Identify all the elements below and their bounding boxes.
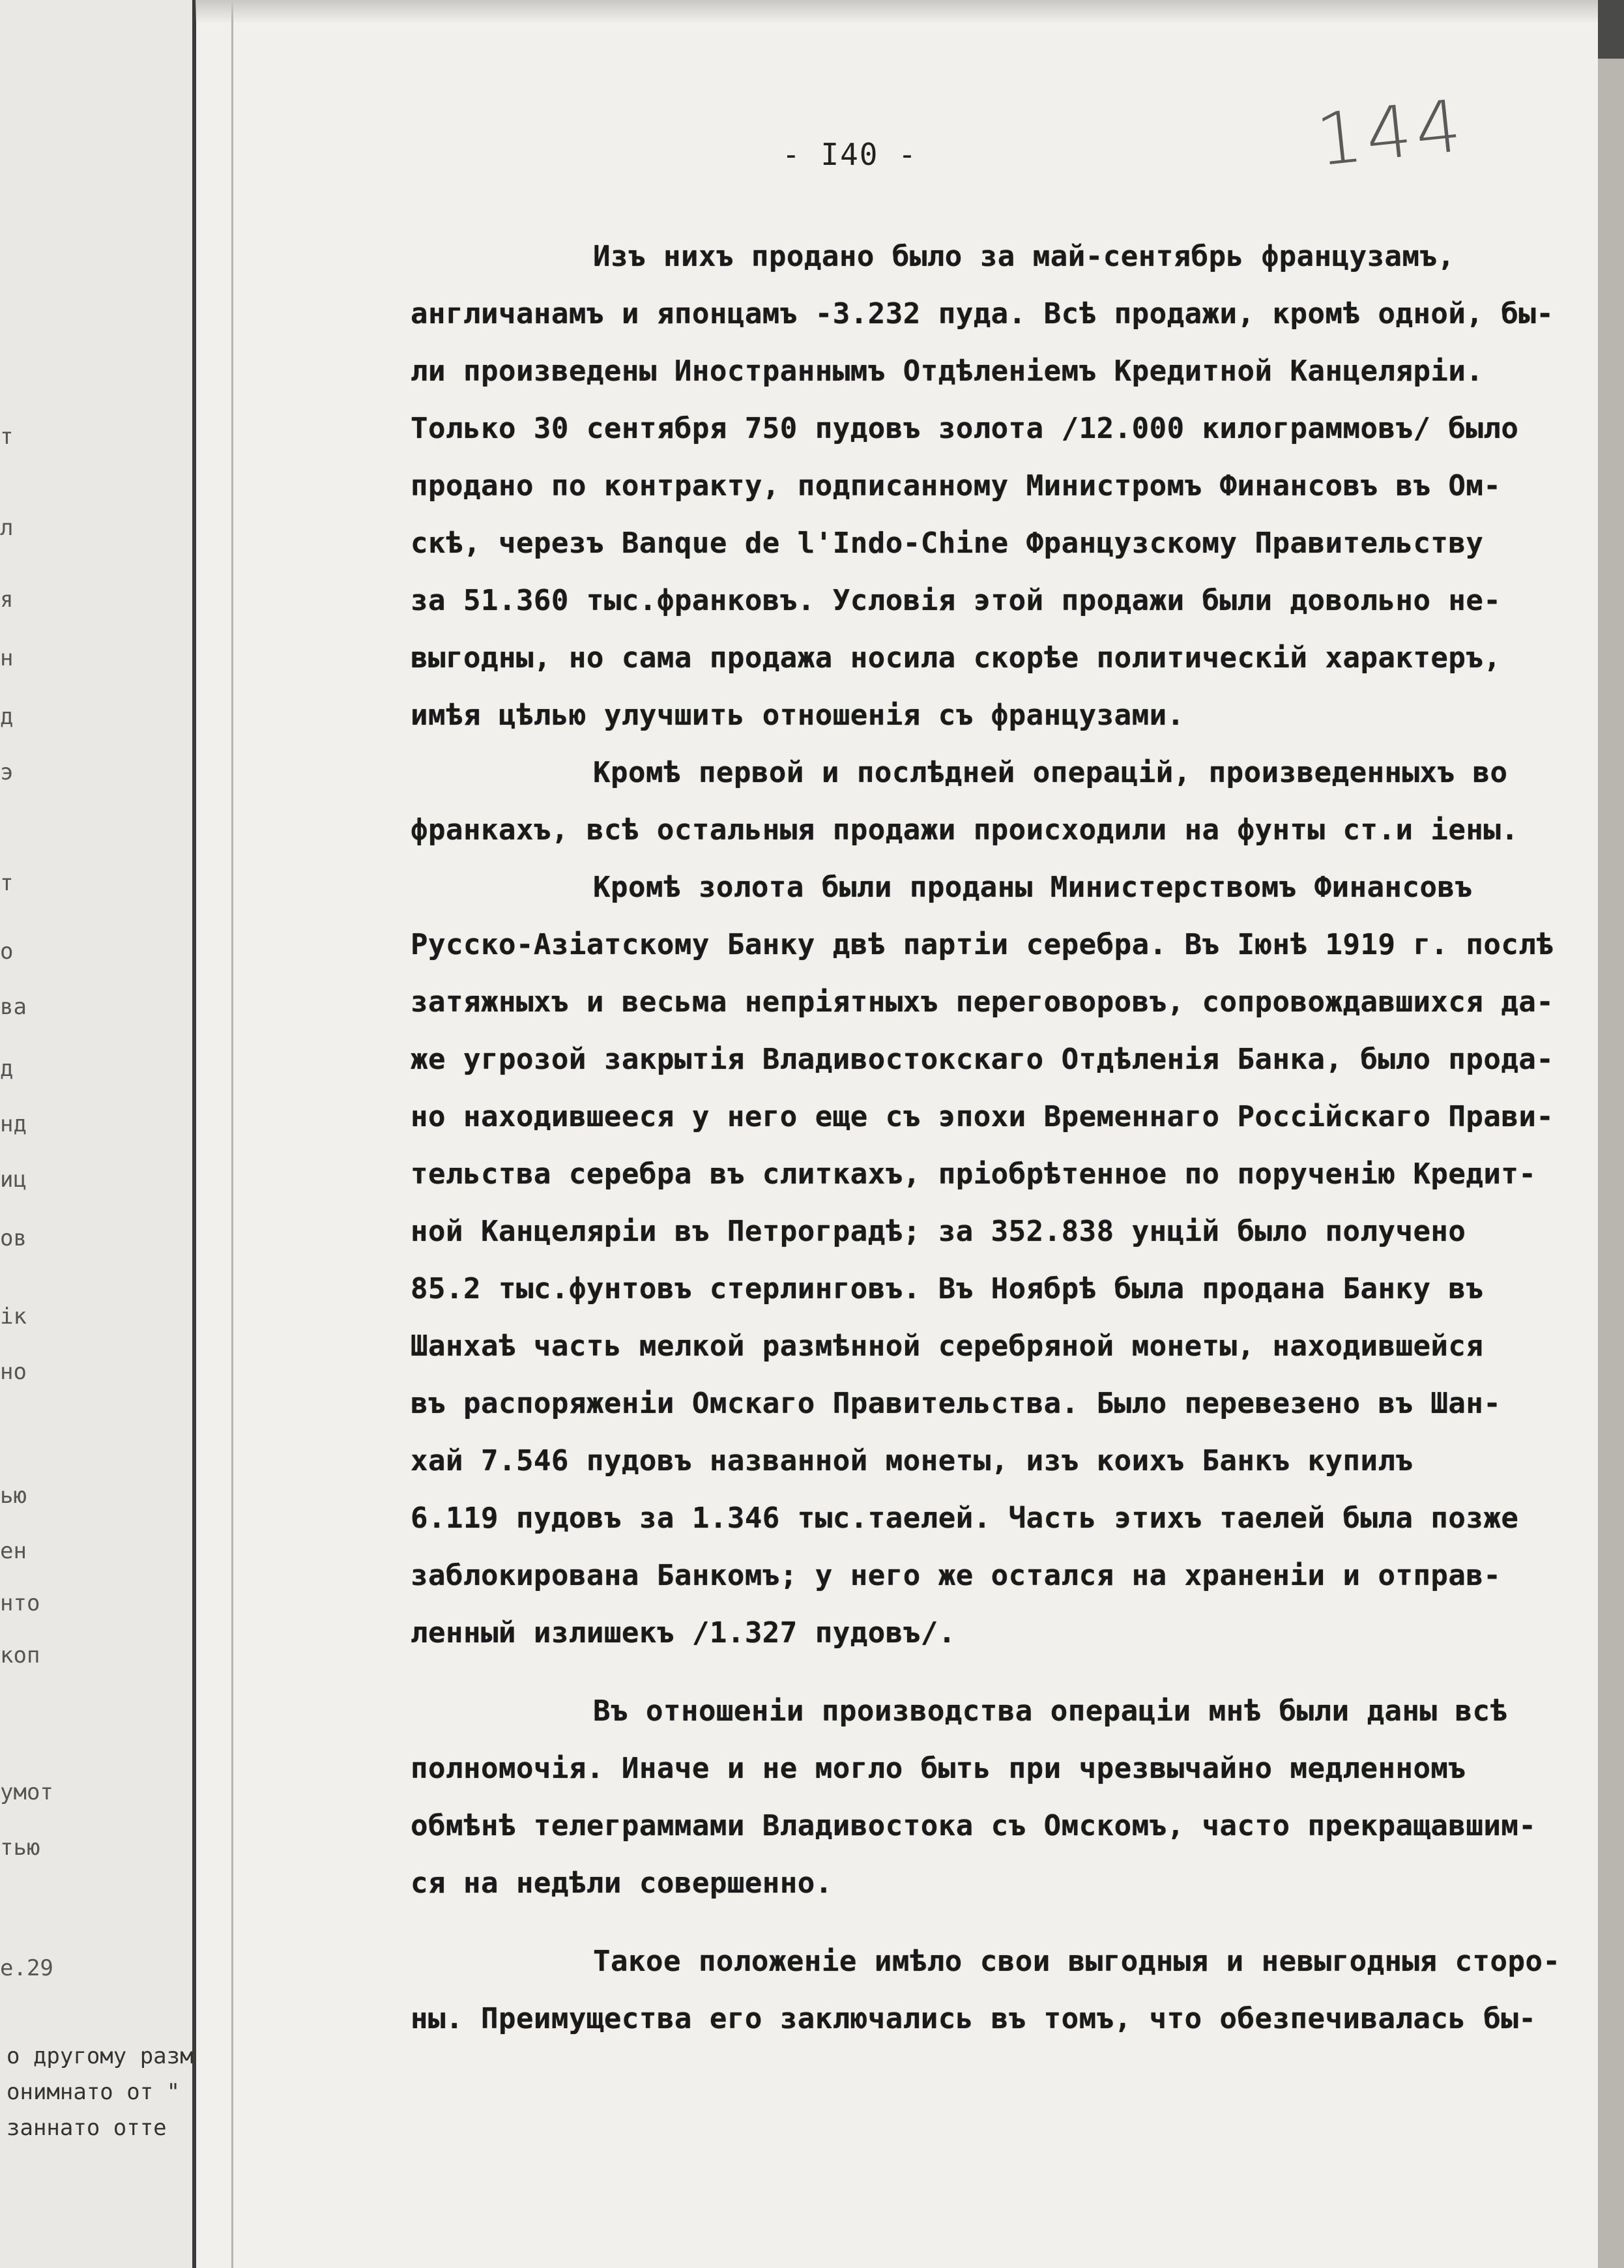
- bleed-fragment: нд: [0, 1111, 27, 1137]
- typed-text-body: [411, 228, 1571, 2048]
- scan-right-edge: [1598, 0, 1624, 2268]
- scan-top-shadow: [196, 0, 1624, 23]
- text-line: Изъ нихъ продано было за май-сентябрь французамъ,: [593, 240, 1455, 273]
- text-line: за 51.360 тыс.франковъ. Условія этой продажи были довольно не-: [411, 584, 1501, 617]
- text-line: обмѣнѣ телеграммами Владивостока съ Омскомъ, часто прекращавшим-: [411, 1809, 1537, 1842]
- mirrored-text-fragment: онимнато от ": [7, 2079, 181, 2105]
- text-line: Кромѣ первой и послѣдней операцій, произведенныхъ во: [593, 756, 1508, 789]
- text-line: но находившееся у него еще съ эпохи Временнаго Россійскаго Прави-: [411, 1100, 1554, 1133]
- text-line: въ распоряженіи Омскаго Правительства. Было перевезено въ Шан-: [411, 1387, 1501, 1420]
- bleed-fragment: коп: [0, 1642, 40, 1668]
- bleed-fragment: нто: [0, 1590, 40, 1616]
- bleed-fragment: умот: [0, 1779, 53, 1805]
- text-line: же угрозой закрытія Владивостокскаго Отдѣленія Банка, было прода-: [411, 1043, 1554, 1076]
- text-line: выгодны, но сама продажа носила скорѣе политическій характеръ,: [411, 641, 1501, 675]
- text-line: хай 7.546 пудовъ названной монеты, изъ коихъ Банкъ купилъ: [411, 1444, 1414, 1477]
- text-line: ной Канцеляріи въ Петроградѣ; за 352.838 унцій было получено: [411, 1215, 1466, 1248]
- bleed-fragment: д: [0, 1056, 14, 1082]
- bleed-fragment: о: [0, 938, 14, 965]
- bleed-fragment: е.29: [0, 1955, 53, 1981]
- bleed-fragment: но: [0, 1359, 27, 1385]
- handwritten-archive-number: 144: [1312, 83, 1470, 182]
- bleed-fragment: т: [0, 870, 14, 896]
- text-line: франкахъ, всѣ остальныя продажи происходили на фунты ст.и іены.: [411, 813, 1519, 847]
- bleed-fragment: н: [0, 645, 14, 671]
- text-line: продано по контракту, подписанному Министромъ Финансовъ въ Ом-: [411, 469, 1501, 502]
- mirrored-text-fragment: о другому разм: [7, 2043, 194, 2069]
- bleed-fragment: ва: [0, 994, 27, 1020]
- scan-right-edge-dark: [1598, 0, 1624, 59]
- mirrored-text-fragment: заннато отте: [7, 2115, 167, 2141]
- text-line: тельства серебра въ слиткахъ, пріобрѣтенное по порученію Кредит-: [411, 1157, 1537, 1191]
- bleed-fragment: ік: [0, 1303, 27, 1330]
- text-line: Шанхаѣ часть мелкой размѣнной серебряной монеты, находившейся: [411, 1330, 1484, 1363]
- text-line: имѣя цѣлью улучшить отношенія съ французами.: [411, 699, 1185, 732]
- binding-fold-line: [231, 0, 233, 2268]
- text-line: Только 30 сентября 750 пудовъ золота /12.000 килограммовъ/ было: [411, 412, 1519, 445]
- bleed-fragment: тью: [0, 1835, 40, 1861]
- text-line: ленный излишекъ /1.327 пудовъ/.: [411, 1616, 956, 1650]
- text-line: скѣ, черезъ Banque de l'Indo-Chine Французскому Правительству: [411, 527, 1484, 560]
- bleed-fragment: ью: [0, 1483, 27, 1509]
- bleed-fragment: э: [0, 759, 14, 785]
- text-line: ся на недѣли совершенно.: [411, 1867, 833, 1900]
- bleed-fragment: т: [0, 424, 14, 450]
- bleed-fragment: ов: [0, 1225, 27, 1251]
- bleed-fragment: д: [0, 704, 14, 730]
- text-line: ны. Преимущества его заключались въ томъ, что обезпечивалась бы-: [411, 2002, 1537, 2035]
- bleed-fragment: ен: [0, 1538, 27, 1564]
- bleed-fragment: иц: [0, 1167, 27, 1193]
- text-line: полномочія. Иначе и не могло быть при чрезвычайно медленномъ: [411, 1752, 1466, 1785]
- text-line: заблокирована Банкомъ; у него же остался на храненіи и отправ-: [411, 1559, 1501, 1592]
- text-line: 6.119 пудовъ за 1.346 тыс.таелей. Часть этихъ таелей была позже: [411, 1502, 1519, 1535]
- page-number: - I40 -: [782, 137, 918, 172]
- bleed-fragment: л: [0, 515, 14, 541]
- text-line: англичанамъ и японцамъ -3.232 пуда. Всѣ продажи, кромѣ одной, бы-: [411, 297, 1554, 330]
- text-line: Такое положеніе имѣло свои выгодныя и невыгодныя сторо-: [593, 1945, 1561, 1978]
- text-line: Въ отношеніи производства операціи мнѣ были даны всѣ: [593, 1694, 1508, 1728]
- text-line: затяжныхъ и весьма непріятныхъ переговоровъ, сопровождавшихся да-: [411, 985, 1554, 1019]
- text-line: Кромѣ золота были проданы Министерствомъ Финансовъ: [593, 871, 1473, 904]
- binding-shadow-line: [192, 0, 196, 2268]
- text-line: Русско-Азіатскому Банку двѣ партіи серебра. Въ Іюнѣ 1919 г. послѣ: [411, 928, 1554, 961]
- text-line: ли произведены Иностраннымъ Отдѣленіемъ Кредитной Канцеляріи.: [411, 355, 1484, 388]
- text-line: 85.2 тыс.фунтовъ стерлинговъ. Въ Ноябрѣ была продана Банку въ: [411, 1272, 1484, 1305]
- bleed-fragment: я: [0, 587, 14, 613]
